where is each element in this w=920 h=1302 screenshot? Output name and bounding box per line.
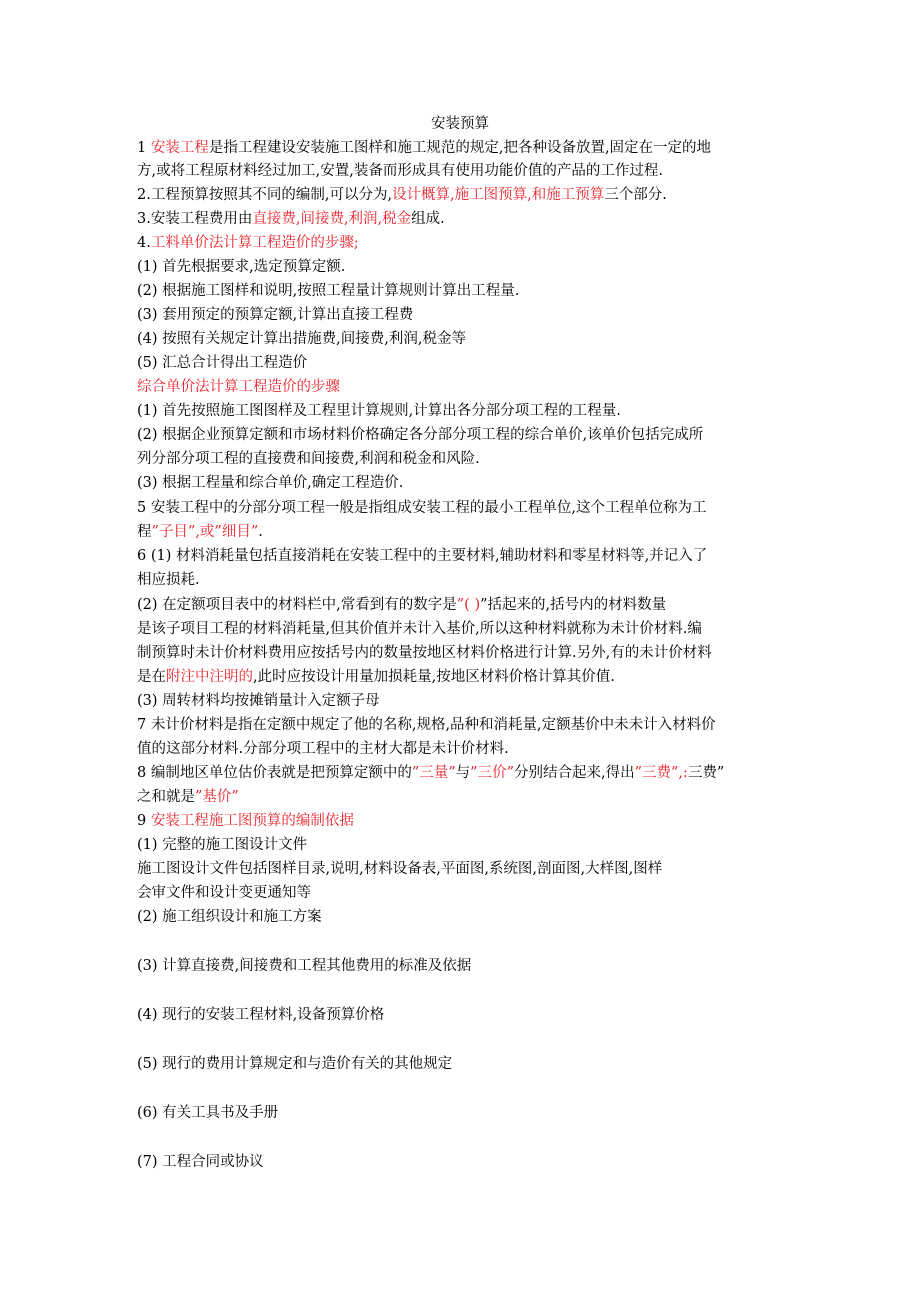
text-segment: 相应损耗.: [137, 572, 200, 588]
text-line: [137, 137, 711, 159]
text-line: [137, 1102, 278, 1124]
text-line: [137, 955, 471, 977]
text-line: [137, 642, 712, 664]
text-line: [137, 160, 663, 182]
text-segment: (3) 根据工程量和综合单价,确定工程造价.: [137, 475, 404, 491]
text-line: [137, 208, 445, 230]
text-segment: (5) 现行的费用计算规定和与造价有关的其他规定: [137, 1056, 453, 1072]
text-segment: (1) 完整的施工图设计文件: [137, 837, 308, 853]
text-segment: 7 未计价材料是指在定额中规定了他的名称,规格,品种和消耗量,定额基价中未未计入材料价: [137, 717, 716, 733]
text-line: [137, 786, 239, 808]
text-segment: 2.工程预算按照其不同的编制,可以分为,: [137, 187, 393, 203]
text-line: [137, 1053, 452, 1075]
text-segment: 5 安装工程中的分部分项工程一般是指组成安装工程的最小工程单位,这个工程单位称为工: [137, 500, 707, 516]
highlighted-text: 工料单价法计算工程造价的步骤;: [150, 235, 359, 251]
text-segment: 与: [455, 765, 471, 781]
text-segment: 程: [137, 524, 152, 540]
text-line: [137, 738, 509, 760]
text-line: [137, 184, 667, 206]
text-line: [137, 280, 519, 302]
text-line: [137, 256, 345, 278]
text-segment: 是在: [137, 669, 166, 685]
text-segment: (2) 根据施工图样和说明,按照工程量计算规则计算出工程量.: [137, 283, 520, 299]
highlighted-text: ”三价”: [470, 765, 514, 781]
text-line: [137, 594, 666, 616]
text-line: [137, 232, 359, 254]
highlighted-text: ”( ): [456, 597, 481, 613]
highlighted-text: 安装工程施工图预算的编制依据: [150, 813, 354, 829]
text-line: [137, 834, 307, 856]
text-segment: (1) 首先根据要求,选定预算定额.: [137, 259, 346, 275]
text-segment: 施工图设计文件包括图样目录,说明,材料设备表,平面图,系统图,剖面图,大样图,图样: [137, 861, 663, 877]
text-segment: 3.安装工程费用由: [137, 211, 253, 227]
text-segment: 是指工程建设安装施工图样和施工规范的规定,把各种设备放置,固定在一定的地: [208, 140, 712, 156]
text-line: [137, 714, 716, 736]
text-line: [137, 1004, 384, 1026]
highlighted-text: 直接费,间接费,利润,税金: [252, 211, 412, 227]
highlighted-text: ”基价”: [195, 789, 239, 805]
text-segment: (2) 根据企业预算定额和市场材料价格确定各分部分项工程的综合单价,该单价包括完成所: [137, 427, 704, 443]
text-segment: 三个部分.: [604, 187, 667, 203]
text-segment: 制预算时未计价材料费用应按括号内的数量按地区材料价格进行计算.另外,有的未计价材料: [137, 645, 712, 661]
text-line: [137, 906, 322, 928]
highlighted-text: 附注中注明的: [166, 669, 253, 685]
text-segment: 三费”: [687, 765, 725, 781]
text-segment: 值的这部分材料.分部分项工程中的主材大都是未计价材料.: [137, 741, 509, 757]
text-segment: (7) 工程合同或协议: [137, 1154, 264, 1170]
text-line: [137, 328, 466, 350]
text-segment: (2) 施工组织设计和施工方案: [137, 909, 322, 925]
text-line: [137, 448, 480, 470]
text-segment: 方,或将工程原材料经过加工,安置,装备而形成具有使用功能价值的产品的工作过程.: [137, 163, 663, 179]
text-segment: 6 (1) 材料消耗量包括直接消耗在安装工程中的主要材料,辅助材料和零星材料等,并记入了: [137, 548, 708, 564]
text-segment: 1: [137, 140, 151, 156]
text-line: [137, 618, 702, 640]
text-segment: (3) 周转材料均按摊销量计入定额子母: [137, 693, 380, 709]
text-line: [137, 762, 724, 784]
text-line: [137, 400, 621, 422]
text-segment: (3) 套用预定的预算定额,计算出直接工程费: [137, 307, 414, 323]
text-line: [137, 497, 706, 519]
text-line: [137, 666, 615, 688]
text-segment: 列分部分项工程的直接费和间接费,利润和税金和风险.: [137, 451, 480, 467]
text-segment: (4) 现行的安装工程材料,设备预算价格: [137, 1007, 385, 1023]
text-segment: .: [258, 524, 263, 540]
text-segment: (1) 首先按照施工图图样及工程里计算规则,计算出各分部分项工程的工程量.: [137, 403, 621, 419]
text-segment: ”括起来的,括号内的材料数量: [480, 597, 667, 613]
text-line: [137, 424, 703, 446]
text-segment: 8 编制地区单位估价表就是把预算定额中的: [137, 765, 412, 781]
text-segment: (6) 有关工具书及手册: [137, 1105, 279, 1121]
text-segment: (3) 计算直接费,间接费和工程其他费用的标准及依据: [137, 958, 472, 974]
text-line: [137, 376, 340, 398]
text-segment: (4) 按照有关规定计算出措施费,间接费,利润,税金等: [137, 331, 466, 347]
text-line: [137, 521, 263, 543]
highlighted-text: 综合单价法计算工程造价的步骤: [137, 379, 340, 395]
text-line: [137, 352, 307, 374]
text-segment: (5) 汇总合计得出工程造价: [137, 355, 308, 371]
text-line: [137, 569, 200, 591]
text-line: [137, 690, 380, 712]
text-segment: 9: [137, 813, 151, 829]
text-segment: 之和就是: [137, 789, 195, 805]
text-segment: 分别结合起来,得出: [514, 765, 635, 781]
text-line: [137, 472, 403, 494]
page-title: 安装预算: [431, 116, 489, 132]
text-line: [137, 858, 662, 880]
text-line: [137, 810, 354, 832]
text-segment: 是该子项目工程的材料消耗量,但其价值并未计入基价,所以这种材料就称为未计价材料.编: [137, 621, 702, 637]
highlighted-text: ”子目”,或”细目”: [151, 524, 259, 540]
highlighted-text: 安装工程: [150, 140, 209, 156]
text-line: [137, 1151, 264, 1173]
highlighted-text: 设计概算,施工图预算,和施工预算: [392, 187, 605, 203]
text-line: [137, 304, 413, 326]
text-segment: (2) 在定额项目表中的材料栏中,常看到有的数字是: [137, 597, 457, 613]
highlighted-text: ”三费”,:: [634, 765, 688, 781]
text-segment: ,此时应按设计用量加损耗量,按地区材料价格计算其价值.: [253, 669, 615, 685]
text-segment: 4.: [137, 235, 151, 251]
text-line: [137, 545, 707, 567]
text-segment: 会审文件和设计变更通知等: [137, 885, 311, 901]
highlighted-text: ”三量”: [411, 765, 456, 781]
text-line: [137, 882, 311, 904]
text-segment: 组成.: [411, 211, 445, 227]
